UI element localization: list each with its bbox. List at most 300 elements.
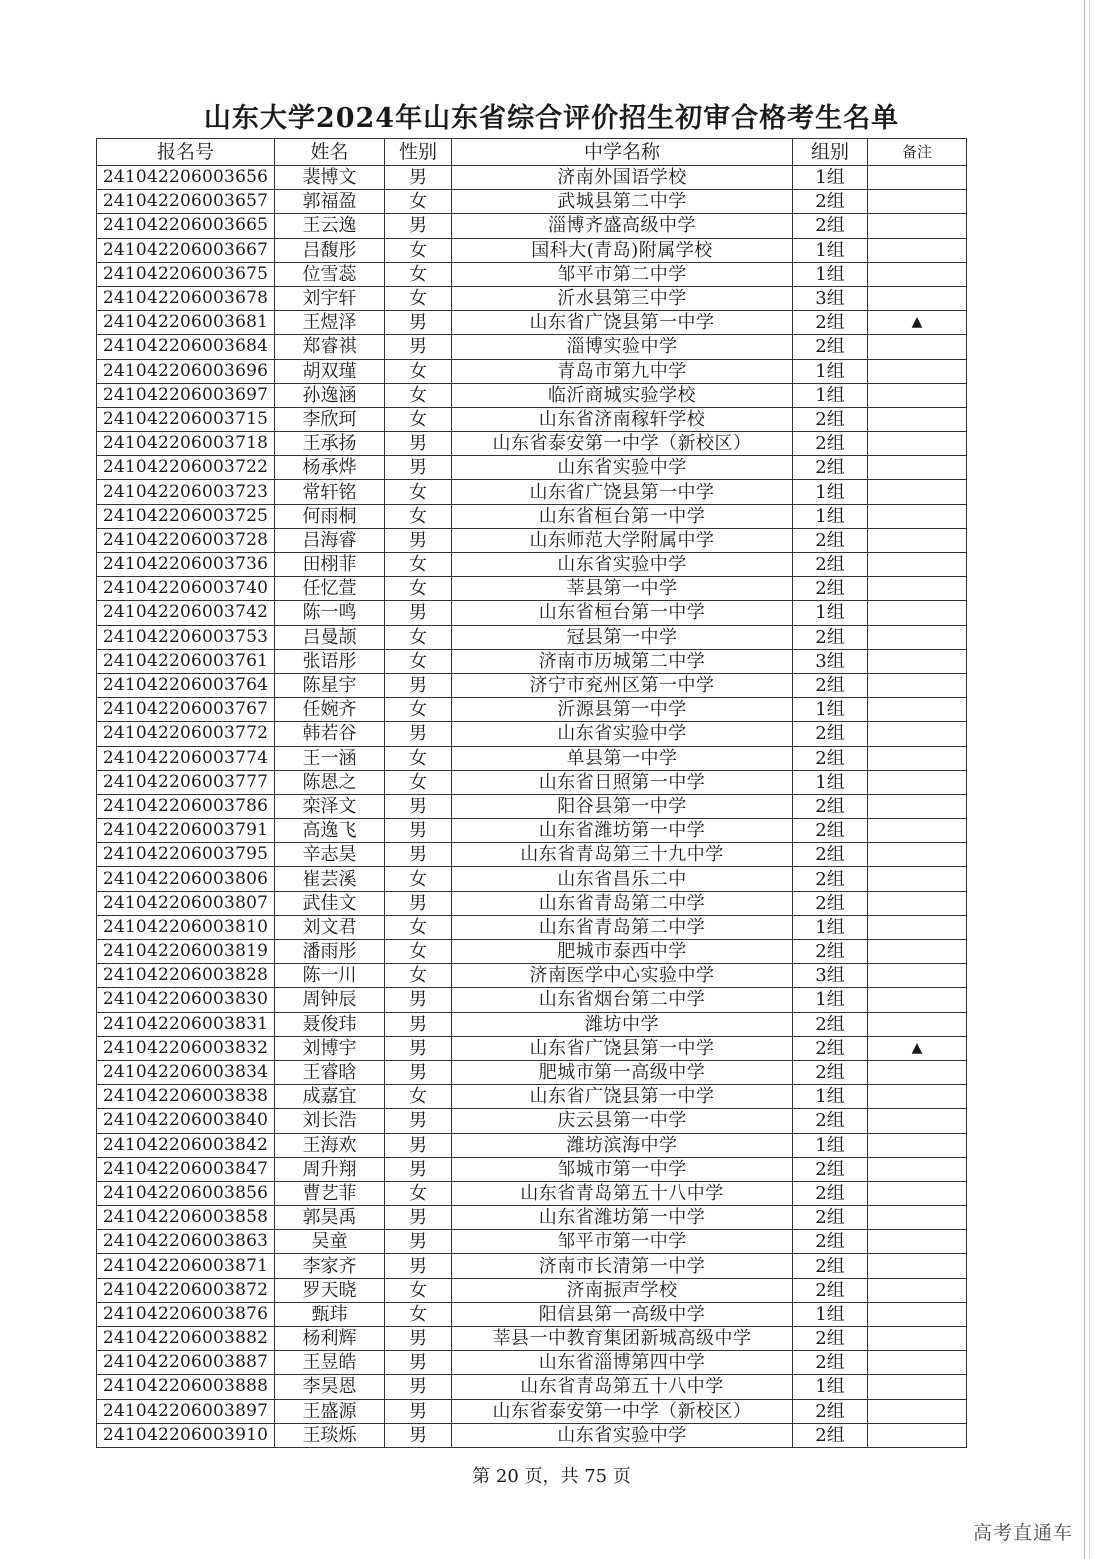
registration-number: 241042206003840 [97,1109,275,1133]
school-name: 单县第一中学 [452,746,793,770]
candidate-name: 辛志昊 [275,843,385,867]
remark-marker [868,1085,967,1109]
table-row [97,432,967,456]
registration-number: 241042206003753 [97,625,275,649]
table-row [97,553,967,577]
group-label: 2组 [793,1230,868,1254]
group-label: 1组 [793,359,868,383]
candidate-gender: 男 [385,335,452,359]
remark-marker [868,407,967,431]
registration-number: 241042206003795 [97,843,275,867]
school-name: 济南医学中心实验中学 [452,964,793,988]
table-row [97,794,967,818]
registration-number: 241042206003897 [97,1399,275,1423]
table-row [97,625,967,649]
group-label: 2组 [793,1036,868,1060]
registration-number: 241042206003725 [97,504,275,528]
school-name: 山东省广饶县第一中学 [452,311,793,335]
remark-marker [868,383,967,407]
group-label: 2组 [793,1012,868,1036]
remark-marker [868,504,967,528]
column-header-group: 组别 [793,139,868,166]
candidate-gender: 女 [385,1278,452,1302]
column-header-id: 报名号 [97,139,275,166]
candidate-name: 韩若谷 [275,722,385,746]
school-name: 庆云县第一中学 [452,1109,793,1133]
remark-marker [868,867,967,891]
school-name: 武城县第二中学 [452,190,793,214]
candidate-gender: 男 [385,1157,452,1181]
table-row [97,504,967,528]
table-row [97,335,967,359]
group-label: 1组 [793,698,868,722]
candidate-name: 郭昊禹 [275,1206,385,1230]
group-label: 2组 [793,577,868,601]
registration-number: 241042206003834 [97,1060,275,1084]
table-row [97,722,967,746]
registration-number: 241042206003910 [97,1423,275,1447]
candidate-name: 刘长浩 [275,1109,385,1133]
candidate-name: 陈星宇 [275,673,385,697]
candidate-gender: 女 [385,867,452,891]
registration-number: 241042206003736 [97,553,275,577]
registration-number: 241042206003832 [97,1036,275,1060]
candidate-gender: 男 [385,1012,452,1036]
candidate-name: 王盛源 [275,1399,385,1423]
registration-number: 241042206003828 [97,964,275,988]
registration-number: 241042206003863 [97,1230,275,1254]
remark-marker [868,262,967,286]
candidate-name: 何雨桐 [275,504,385,528]
candidate-gender: 女 [385,649,452,673]
school-name: 临沂商城实验学校 [452,383,793,407]
registration-number: 241042206003667 [97,238,275,262]
candidate-name: 李昊恩 [275,1375,385,1399]
table-row [97,262,967,286]
candidate-name: 杨承烨 [275,456,385,480]
candidate-gender: 男 [385,528,452,552]
group-label: 3组 [793,964,868,988]
table-row [97,1302,967,1326]
remark-marker [868,1254,967,1278]
candidate-gender: 女 [385,746,452,770]
group-label: 2组 [793,867,868,891]
candidate-gender: 男 [385,794,452,818]
registration-number: 241042206003697 [97,383,275,407]
document-title: 山东大学2024年山东省综合评价招生初审合格考生名单 [203,103,900,134]
candidate-gender: 男 [385,1254,452,1278]
group-label: 1组 [793,1375,868,1399]
candidate-name: 陈恩之 [275,770,385,794]
registration-number: 241042206003871 [97,1254,275,1278]
candidate-gender: 女 [385,698,452,722]
group-label: 1组 [793,262,868,286]
candidate-gender: 男 [385,432,452,456]
group-label: 1组 [793,238,868,262]
school-name: 山东省青岛第二中学 [452,915,793,939]
table-row [97,1181,967,1205]
registration-number: 241042206003722 [97,456,275,480]
candidate-name: 王海欢 [275,1133,385,1157]
remark-marker [868,1351,967,1375]
school-name: 山东省潍坊第一中学 [452,1206,793,1230]
candidate-gender: 男 [385,1399,452,1423]
table-row [97,1375,967,1399]
candidate-name: 吕馥彤 [275,238,385,262]
remark-marker [868,722,967,746]
registration-number: 241042206003684 [97,335,275,359]
table-header-row [97,139,967,166]
school-name: 肥城市泰西中学 [452,940,793,964]
candidate-gender: 男 [385,456,452,480]
school-name: 冠县第一中学 [452,625,793,649]
candidate-gender: 男 [385,1375,452,1399]
group-label: 3组 [793,286,868,310]
candidate-name: 刘文君 [275,915,385,939]
group-label: 3组 [793,649,868,673]
school-name: 山东省广饶县第一中学 [452,480,793,504]
registration-number: 241042206003723 [97,480,275,504]
registration-number: 241042206003715 [97,407,275,431]
remark-marker [868,1375,967,1399]
candidate-gender: 男 [385,891,452,915]
registration-number: 241042206003830 [97,988,275,1012]
candidate-name: 陈一鸣 [275,601,385,625]
group-label: 2组 [793,1060,868,1084]
remark-marker: ▲ [868,311,967,335]
table-row [97,456,967,480]
table-row [97,1206,967,1230]
remark-marker [868,1060,967,1084]
group-label: 2组 [793,1206,868,1230]
school-name: 邹平市第一中学 [452,1230,793,1254]
remark-marker [868,432,967,456]
group-label: 2组 [793,553,868,577]
candidate-name: 吕海睿 [275,528,385,552]
school-name: 莘县一中教育集团新城高级中学 [452,1327,793,1351]
group-label: 2组 [793,335,868,359]
table-row [97,480,967,504]
group-label: 2组 [793,528,868,552]
school-name: 济宁市兖州区第一中学 [452,673,793,697]
candidate-name: 胡双瑾 [275,359,385,383]
school-name: 济南振声学校 [452,1278,793,1302]
candidate-name: 李家齐 [275,1254,385,1278]
school-name: 山东省潍坊第一中学 [452,819,793,843]
table-row [97,1036,967,1060]
group-label: 1组 [793,770,868,794]
registration-number: 241042206003888 [97,1375,275,1399]
candidate-name: 王一涵 [275,746,385,770]
group-label: 1组 [793,1133,868,1157]
registration-number: 241042206003657 [97,190,275,214]
registration-number: 241042206003819 [97,940,275,964]
table-row [97,746,967,770]
scan-edge-line [1084,0,1085,1559]
remark-marker [868,166,967,190]
registration-number: 241042206003772 [97,722,275,746]
remark-marker [868,553,967,577]
remark-marker [868,1109,967,1133]
registration-number: 241042206003842 [97,1133,275,1157]
remark-marker [868,746,967,770]
table-row [97,359,967,383]
table-row [97,214,967,238]
school-name: 山东省广饶县第一中学 [452,1085,793,1109]
registration-number: 241042206003887 [97,1351,275,1375]
candidate-name: 聂俊玮 [275,1012,385,1036]
table-row [97,528,967,552]
registration-number: 241042206003791 [97,819,275,843]
candidate-name: 任婉齐 [275,698,385,722]
table-row [97,1060,967,1084]
candidate-name: 王云逸 [275,214,385,238]
candidate-name: 刘博宇 [275,1036,385,1060]
school-name: 山东省昌乐二中 [452,867,793,891]
table-row [97,988,967,1012]
group-label: 2组 [793,432,868,456]
candidate-name: 王睿晗 [275,1060,385,1084]
registration-number: 241042206003856 [97,1181,275,1205]
candidate-gender: 女 [385,190,452,214]
candidate-name: 罗天晓 [275,1278,385,1302]
registration-number: 241042206003810 [97,915,275,939]
remark-marker [868,238,967,262]
school-name: 济南市长清第一中学 [452,1254,793,1278]
registration-number: 241042206003786 [97,794,275,818]
candidate-name: 周升翔 [275,1157,385,1181]
registration-number: 241042206003806 [97,867,275,891]
school-name: 山东省泰安第一中学（新校区） [452,432,793,456]
remark-marker [868,1423,967,1447]
group-label: 2组 [793,722,868,746]
group-label: 2组 [793,1181,868,1205]
table-row [97,843,967,867]
school-name: 沂源县第一中学 [452,698,793,722]
remark-marker [868,770,967,794]
table-row [97,238,967,262]
school-name: 山东省青岛第五十八中学 [452,1181,793,1205]
group-label: 2组 [793,1327,868,1351]
candidate-name: 吴童 [275,1230,385,1254]
candidate-name: 甄玮 [275,1302,385,1326]
column-header-remark: 备注 [868,139,967,166]
group-label: 2组 [793,1423,868,1447]
group-label: 1组 [793,988,868,1012]
remark-marker [868,601,967,625]
group-label: 2组 [793,214,868,238]
group-label: 2组 [793,625,868,649]
remark-marker [868,1399,967,1423]
candidate-gender: 男 [385,843,452,867]
school-name: 山东省桓台第一中学 [452,601,793,625]
table-row [97,819,967,843]
group-label: 2组 [793,819,868,843]
school-name: 沂水县第三中学 [452,286,793,310]
remark-marker [868,528,967,552]
registration-number: 241042206003858 [97,1206,275,1230]
school-name: 山东省青岛第二中学 [452,891,793,915]
school-name: 山东省桓台第一中学 [452,504,793,528]
remark-marker [868,1302,967,1326]
group-label: 1组 [793,1302,868,1326]
candidate-name: 吕曼颉 [275,625,385,649]
candidate-name: 位雪蕊 [275,262,385,286]
remark-marker [868,1012,967,1036]
remark-marker [868,1133,967,1157]
table-body [97,166,967,1448]
candidate-gender: 女 [385,1302,452,1326]
candidate-gender: 女 [385,407,452,431]
table-row [97,577,967,601]
table-row [97,770,967,794]
registration-number: 241042206003838 [97,1085,275,1109]
remark-marker [868,1206,967,1230]
remark-marker [868,940,967,964]
candidate-gender: 女 [385,286,452,310]
school-name: 山东省泰安第一中学（新校区） [452,1399,793,1423]
remark-marker [868,1327,967,1351]
remark-marker [868,1278,967,1302]
candidate-gender: 女 [385,553,452,577]
group-label: 1组 [793,480,868,504]
school-name: 邹城市第一中学 [452,1157,793,1181]
remark-marker [868,843,967,867]
candidate-gender: 男 [385,988,452,1012]
candidate-gender: 女 [385,359,452,383]
table-row [97,1423,967,1447]
scan-edge-line [1089,0,1090,1559]
candidate-gender: 男 [385,1230,452,1254]
candidate-name: 成嘉宜 [275,1085,385,1109]
group-label: 2组 [793,1109,868,1133]
registration-number: 241042206003656 [97,166,275,190]
group-label: 2组 [793,1278,868,1302]
registration-number: 241042206003696 [97,359,275,383]
candidate-name: 刘宇轩 [275,286,385,310]
group-label: 1组 [793,1085,868,1109]
table-row [97,1278,967,1302]
school-name: 山东省青岛第五十八中学 [452,1375,793,1399]
school-name: 济南外国语学校 [452,166,793,190]
school-name: 山东师范大学附属中学 [452,528,793,552]
registration-number: 241042206003767 [97,698,275,722]
remark-marker [868,359,967,383]
registration-number: 241042206003718 [97,432,275,456]
table-row [97,673,967,697]
table-row [97,649,967,673]
group-label: 1组 [793,166,868,190]
candidate-gender: 女 [385,625,452,649]
group-label: 2组 [793,673,868,697]
school-name: 山东省淄博第四中学 [452,1351,793,1375]
table-row [97,407,967,431]
candidate-name: 王琰烁 [275,1423,385,1447]
candidate-name: 孙逸涵 [275,383,385,407]
candidate-gender: 女 [385,915,452,939]
remark-marker [868,819,967,843]
candidate-name: 李欣珂 [275,407,385,431]
registration-number: 241042206003665 [97,214,275,238]
candidate-gender: 男 [385,1206,452,1230]
remark-marker [868,577,967,601]
candidate-name: 曹艺菲 [275,1181,385,1205]
registration-number: 241042206003728 [97,528,275,552]
remark-marker [868,625,967,649]
school-name: 山东省实验中学 [452,1423,793,1447]
school-name: 淄博齐盛高级中学 [452,214,793,238]
remark-marker [868,649,967,673]
candidate-gender: 男 [385,819,452,843]
group-label: 1组 [793,504,868,528]
table-row [97,190,967,214]
remark-marker [868,480,967,504]
registration-number: 241042206003675 [97,262,275,286]
school-name: 山东省青岛第三十九中学 [452,843,793,867]
group-label: 1组 [793,383,868,407]
remark-marker [868,673,967,697]
registration-number: 241042206003681 [97,311,275,335]
remark-marker [868,214,967,238]
group-label: 2组 [793,456,868,480]
school-name: 潍坊滨海中学 [452,1133,793,1157]
group-label: 2组 [793,1157,868,1181]
school-name: 阳谷县第一中学 [452,794,793,818]
candidate-name: 王承扬 [275,432,385,456]
table-row [97,1399,967,1423]
school-name: 阳信县第一高级中学 [452,1302,793,1326]
candidate-gender: 女 [385,383,452,407]
school-name: 山东省实验中学 [452,456,793,480]
registration-number: 241042206003742 [97,601,275,625]
group-label: 1组 [793,915,868,939]
remark-marker [868,1157,967,1181]
candidate-gender: 女 [385,1181,452,1205]
group-label: 2组 [793,1351,868,1375]
candidate-name: 陈一川 [275,964,385,988]
table-row [97,891,967,915]
table-row [97,867,967,891]
table-row [97,383,967,407]
candidate-name: 武佳文 [275,891,385,915]
candidate-gender: 女 [385,964,452,988]
candidate-gender: 男 [385,1060,452,1084]
school-name: 邹平市第二中学 [452,262,793,286]
registration-number: 241042206003847 [97,1157,275,1181]
remark-marker [868,456,967,480]
remark-marker [868,915,967,939]
candidate-name: 田栩菲 [275,553,385,577]
candidate-gender: 女 [385,770,452,794]
group-label: 2组 [793,190,868,214]
candidate-name: 郭福盈 [275,190,385,214]
school-name: 山东省济南稼轩学校 [452,407,793,431]
table-row [97,311,967,335]
candidate-gender: 女 [385,504,452,528]
school-name: 国科大(青岛)附属学校 [452,238,793,262]
table-row [97,915,967,939]
group-label: 2组 [793,843,868,867]
school-name: 山东省日照第一中学 [452,770,793,794]
candidate-gender: 女 [385,238,452,262]
candidate-gender: 男 [385,1423,452,1447]
table-row [97,286,967,310]
candidate-gender: 男 [385,722,452,746]
group-label: 2组 [793,940,868,964]
candidate-gender: 男 [385,673,452,697]
table-row [97,1109,967,1133]
remark-marker [868,891,967,915]
